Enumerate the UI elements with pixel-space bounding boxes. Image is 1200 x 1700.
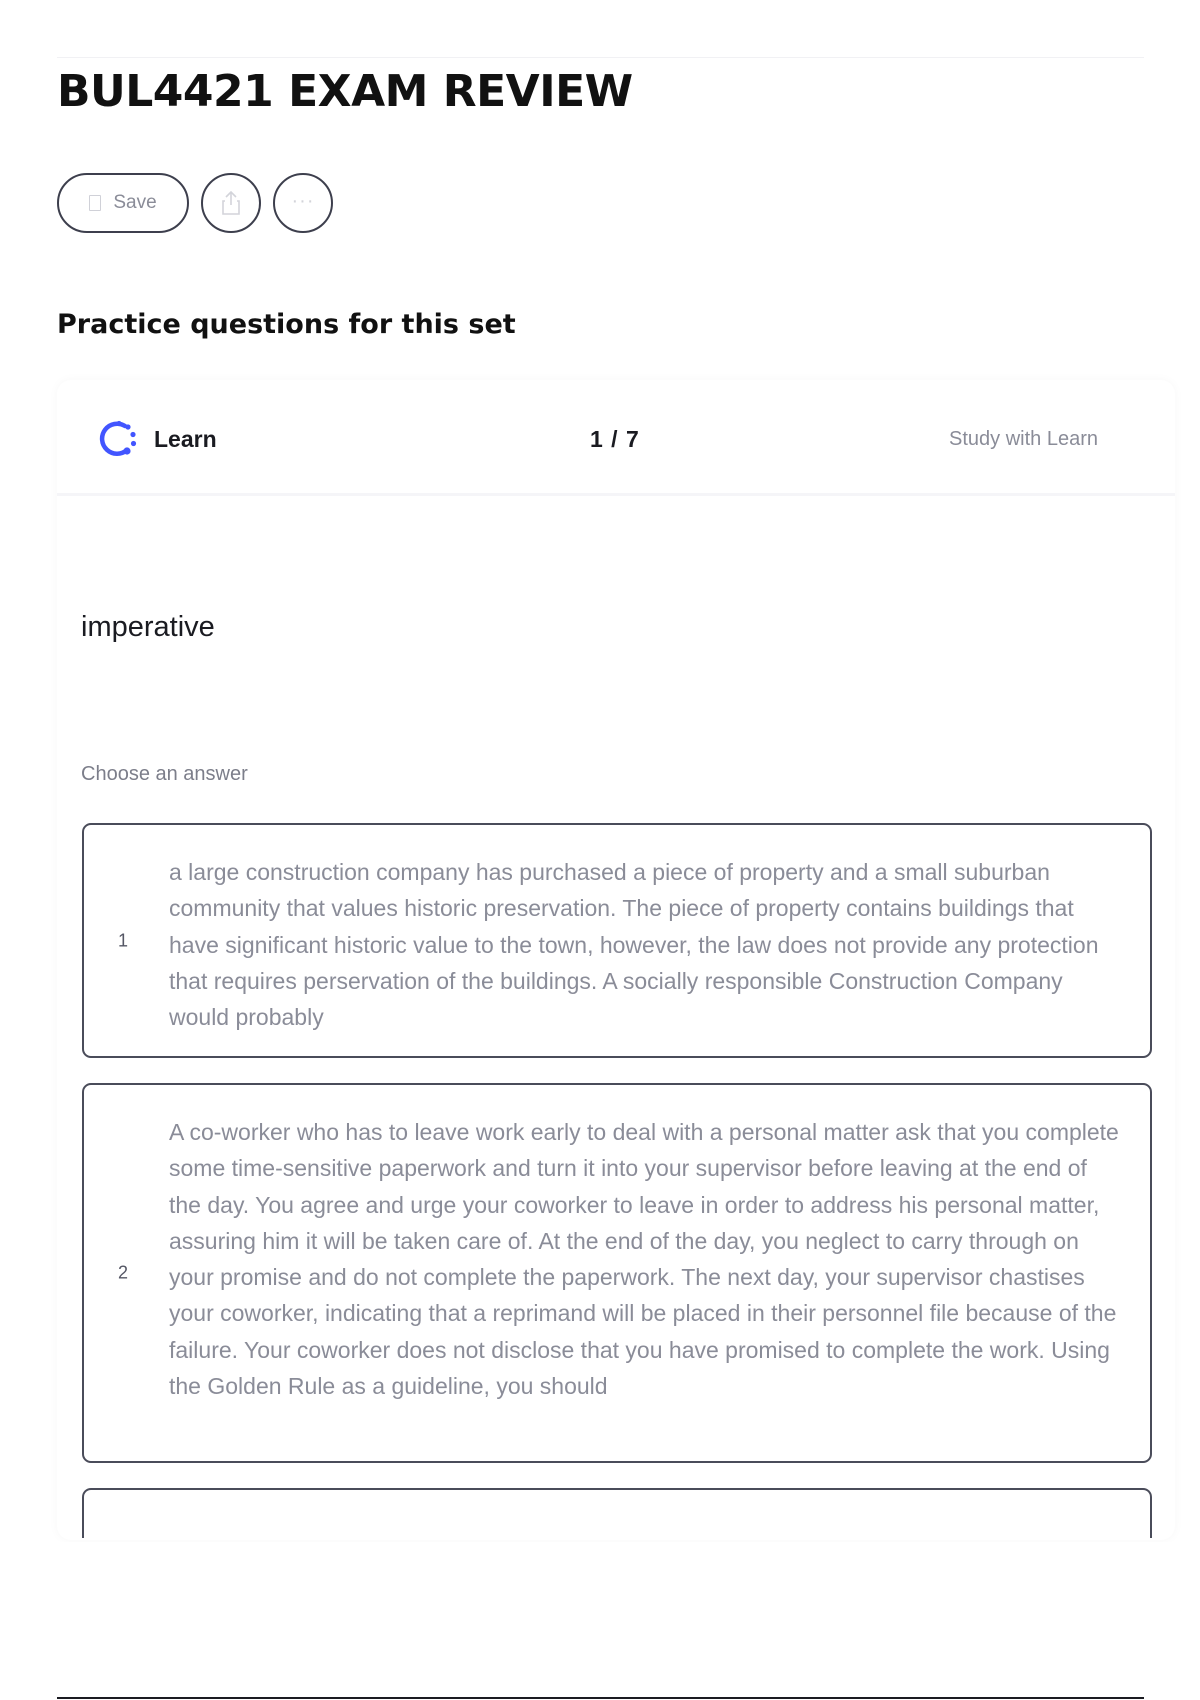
bottom-divider [57,1697,1144,1699]
header-divider [57,493,1175,496]
bookmark-icon [89,195,101,211]
page-title: BUL4421 EXAM REVIEW [57,66,633,117]
learn-header [57,400,1175,494]
section-title: Practice questions for this set [57,309,516,340]
set-actions [57,173,333,233]
top-divider [57,57,1144,58]
question-progress: 1 / 7 [590,426,640,452]
answer-option-1[interactable] [82,823,1152,1058]
answer-number: 2 [118,1262,129,1283]
share-icon [219,190,243,216]
answer-option-2[interactable] [82,1083,1152,1463]
choose-answer-label: Choose an answer [81,763,248,785]
content-cutoff [40,1542,1180,1682]
save-button-label: Save [113,192,157,213]
learn-mode-label: Learn [154,426,217,452]
question-term: imperative [81,611,215,643]
learn-icon [97,418,139,460]
answer-option-3[interactable] [82,1488,1152,1538]
more-icon: ··· [291,190,315,212]
save-button[interactable] [57,173,189,233]
more-options-button[interactable] [273,173,333,233]
answer-text: a large construction company has purchased a piece of property and a small suburban community that values historic preservation. The piece of property contains buildings that have significant historic value to the town, however, the law does not provide any protection that requires perservation of the buildings. A socially responsible Construction Company would probably [169,859,1099,1031]
study-with-learn-link[interactable]: Study with Learn [949,428,1098,450]
answer-number: 1 [118,930,129,950]
answer-text: A co-worker who has to leave work early to deal with a personal matter ask that you complete some time-sensitive paperwork and turn it into your supervisor before leaving at the end of the day. You agree and urge your coworker to leave in order to address his personal matter, assuring him it will be taken care of. At the end of the day, you neglect to carry through on your promise and do not complete the paperwork. The next day, your supervisor chastises your coworker, indicating that a reprimand will be placed in their personnel file because of the failure. Your coworker does not disclose that you have promised to complete the work. Using the Golden Rule as a guideline, you should [169,1119,1119,1400]
share-button[interactable] [201,173,261,233]
